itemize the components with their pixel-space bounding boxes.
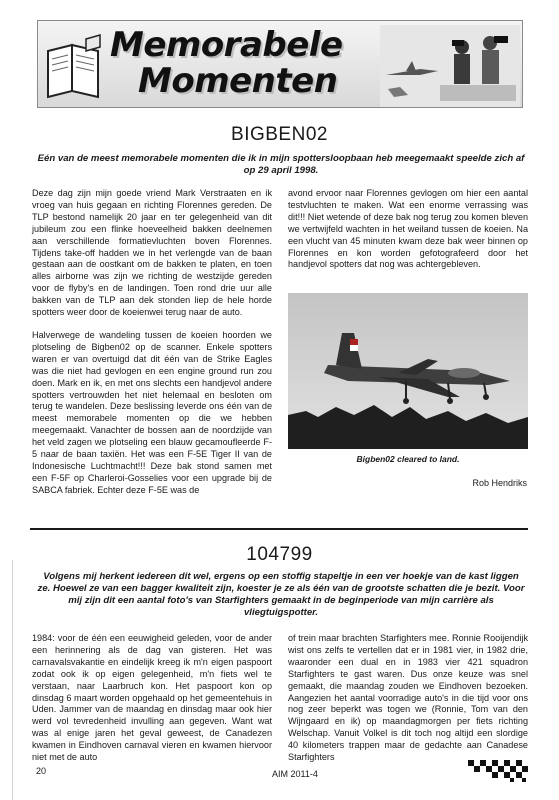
article1-paragraph: avond ervoor naar Florennes gevlogen om hier een aantal testvluchten te maken. Wat een enorme verrassing was dit!!! Niet wetende of deze bak nog terug zou komen bleven we vertwijfeld wachten in het weiland tussen de koeien. Na een vlucht van 45 minuten kwam deze bak weer binnen op Florennes en kon worden gefotografeerd door het handjevol spotters dat nog was achtergebleven.: [288, 188, 528, 270]
spotters-illustration: [380, 25, 520, 107]
article1-lead: Eén van de meest memorabele momenten die ik in mijn spottersloopbaan heb meegemaakt speelde zich af op 29 april 1998.: [37, 153, 525, 176]
f5-landing-photo: [288, 293, 528, 449]
article1-paragraph: Deze dag zijn mijn goede vriend Mark Verstraaten en ik vroeg van huis gegaan en richting Florennes gereden. De TLP bestond namelijk 20 jaar en ter gelegenheid van dit jubileum zou een flinke hoeveelheid bakken deelnemen aan verschillende formatievluchten boven Florennes. Tijdens take-off hadden we in het verlengde van de baan gestaan aan de oostkant om de bakken te platen, en toen alles airborne was zijn we richting de westzijde gereden voor de flyby's en de landingen. Toen rond drie uur alle bakken van de TLP aan dek stonden liep de hele horde spotters weer door de koeienwei terug naar de auto.: [32, 188, 272, 318]
checkered-flag-icon: [468, 760, 528, 782]
page-number: 20: [36, 766, 47, 776]
article2-paragraph: of trein maar brachten Starfighters mee. Ronnie Rooijendijk wist ons zelfs te vertellen dat er in 1981 vier, in 1982 drie, waaronder een dual en in 1983 vier 421 squadron Starfighters te gast waren. Dus onze keuze was snel gemaakt, die maandag zouden we Eindhoven bezoeken. Aangezien het aantal voorradige auto's in die tijd voor ons nog zeer beperkt was togen we (Ronnie, Tom van den Wijngaard en ik) op maandagmorgen per fiets richting Welschap. Vanuit Volkel is dit toch nog altijd een slordige 40 kilometers trappen maar de gedachte aan Canadese Starfighters: [288, 633, 528, 763]
article1-title: BIGBEN02: [231, 124, 328, 145]
article2-title: 104799: [246, 544, 313, 565]
article1-author: Rob Hendriks: [472, 478, 527, 488]
article2-right-column: [288, 633, 528, 775]
f5-aircraft-image: [288, 293, 528, 449]
banner-title-line1: Memorabele: [110, 25, 343, 65]
banner-title: [110, 27, 343, 99]
banner-title-line2: Momenten: [138, 61, 338, 101]
article2-lead: Volgens mij herkent iedereen dit wel, ergens op een stoffig stapeltje in een ver hoekje van de kast liggen ze. Hoewel ze van een bagger kwaliteit zijn, koester je ze als één van de grootste schatten die je bezit. Voor mij zijn dit een aantal foto's van Starfighters gemaakt in de beginperiode van mijn carrière als vliegtuigspotter.: [37, 571, 525, 618]
article1-paragraph: Halverwege de wandeling tussen de koeien hoorden we plotseling de Bigben02 op de scanner. Enkele spotters waren er van overtuigd dat dit één van de Strike Eagles was die niet had gevlogen en een engine ground run zou doen. Mark en ik, en met ons slechts een handjevol andere spotters vertrouwden het niet helemaal en besloten om terug te wandelen. Deze beslissing leverde ons één van de meest memorabele momenten op die we hebben meegemaakt. Vanachter de bossen aan de noordzijde van het veld zagen we plotseling een blauw gecamoufleerde F-5 naar de baan taxiën. Het was een F-5E Tiger II van de Indonesische Luchtmacht!!! Deze bak stond samen met een F-5F op Charleroi-Gosselies voor een upgrade bij de SABCA fabriek. Echter deze F-5E was de: [32, 329, 272, 495]
page-edge-line: [12, 560, 13, 800]
article1-right-column: [288, 188, 528, 282]
article1-left-column: [32, 188, 272, 508]
article2-left-column: [32, 633, 272, 775]
open-book-icon: [42, 31, 104, 101]
photo-caption: Bigben02 cleared to land.: [356, 454, 460, 464]
issue-label: AIM 2011-4: [272, 769, 318, 779]
header-banner: [37, 20, 523, 108]
article2-paragraph: 1984: voor de één een eeuwigheid geleden, voor de ander een herinnering als de dag van gisteren. Het was carnavalsvakantie en eindelijk kreeg ik m'n eigen paspoort zodat ook ik op eigen gelegenheid, m'n fiets wel te verstaan, naar Laarbruch kon. Het paspoort kon op dinsdag 6 maart worden opgehaald op het gemeentehuis in Uden. Jammer van de maandag en dinsdag maar ook hier werd vol tevredenheid invulling aan gegeven. Want wat was al enige jaren het geval geweest, de Canadezen kwamen in Eindhoven carnaval vieren en kwamen hiervoor niet met de auto: [32, 633, 272, 763]
section-divider: [30, 528, 528, 530]
